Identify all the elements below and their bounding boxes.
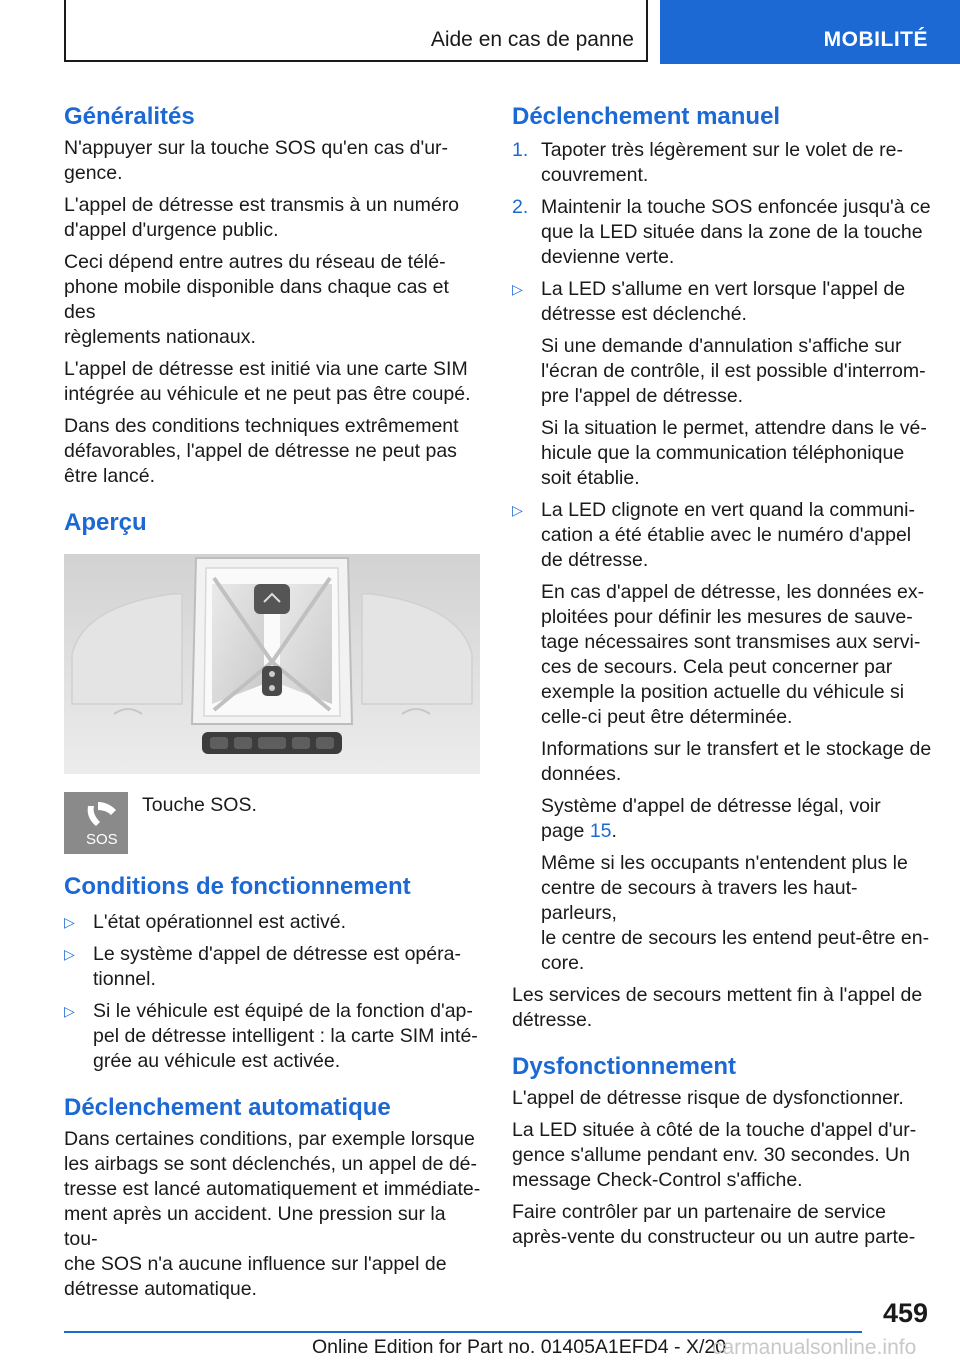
list-item: ▷ Si le véhicule est équipé de la fonction d'ap- pel de détresse intelligent : la carte SIM inté- grée au véhicule est activée. — [64, 1000, 478, 1072]
left-column — [64, 100, 482, 1302]
heading-dysfonctionnement: Dysfonctionnement — [512, 1053, 737, 1080]
paragraph: L'appel de détresse est transmis à un numéro d'appel d'urgence public. — [64, 194, 460, 241]
paragraph: La LED située à côté de la touche d'appel d'ur- gence s'allume pendant env. 30 secondes. Un message Check-Control s'affiche. — [512, 1119, 917, 1191]
sos-legend-label: Touche SOS. — [142, 794, 257, 816]
paragraph: Les services de secours mettent fin à l'appel de détresse. — [512, 984, 923, 1031]
overhead-console-photo — [64, 554, 480, 774]
paragraph: Faire contrôler par un partenaire de service après-vente du constructeur ou un autre parte- — [512, 1201, 916, 1248]
paragraph: N'appuyer sur la touche SOS qu'en cas d'ur- gence. — [64, 137, 449, 184]
steps-list — [512, 138, 932, 270]
heading-conditions: Conditions de fonctionnement — [64, 873, 411, 900]
triangle-bullet-icon: ▷ — [512, 281, 523, 297]
led-status-list — [512, 277, 932, 976]
footer-edition: Online Edition for Part no. 01405A1EFD4 - X/20 — [312, 1336, 727, 1358]
page-link[interactable]: 15 — [589, 820, 612, 842]
sos-legend — [64, 792, 482, 854]
right-column — [512, 100, 932, 1250]
header-chapter-tab — [660, 0, 960, 64]
heading-manuel: Déclenchement manuel — [512, 103, 781, 130]
triangle-bullet-icon: ▷ — [512, 502, 523, 518]
paragraph: L'appel de détresse risque de dysfonctionner. — [512, 1087, 904, 1109]
paragraph: Dans certaines conditions, par exemple lorsque les airbags se sont déclenchés, un appel de dé- tresse est lancé automatiquement et immédiate- ment après un accident. Une pression sur la tou- che SOS n'a aucune influence sur l'appel de détresse automatique. — [64, 1128, 481, 1300]
step-item: 2. Maintenir la touche SOS enfoncée jusqu'à ce que la LED située dans la zone de la touche devienne verte. — [512, 196, 931, 268]
triangle-bullet-icon: ▷ — [64, 946, 75, 962]
list-item: ▷ L'état opérationnel est activé. — [64, 911, 347, 933]
paragraph: Ceci dépend entre autres du réseau de télé- phone mobile disponible dans chaque cas et des règlements nationaux. — [64, 251, 449, 348]
conditions-list — [64, 910, 482, 1074]
header-chapter-title: MOBILITÉ — [823, 28, 928, 51]
paragraph: Dans des conditions techniques extrêmement défavorables, l'appel de détresse ne peut pas être lancé. — [64, 415, 459, 487]
svg-text:SOS: SOS — [86, 831, 118, 848]
paragraph: L'appel de détresse est initié via une carte SIM intégrée au véhicule et ne peut pas être coupé. — [64, 358, 471, 405]
step-item: 1. Tapoter très légèrement sur le volet de re- couvrement. — [512, 139, 904, 186]
heading-apercu: Aperçu — [64, 509, 147, 536]
sos-phone-icon — [64, 792, 128, 854]
footer-divider — [64, 1331, 862, 1333]
triangle-bullet-icon: ▷ — [64, 914, 75, 930]
heading-auto: Déclenchement automatique — [64, 1094, 391, 1121]
list-item: ▷ La LED clignote en vert quand la communi- cation a été établie avec le numéro d'appel de détresse. En cas d'appel de détresse, les données ex- ploitées pour définir les mesures de sauve- tage nécessaires sont transmises aux servi- ces de secours. Cela peut concerner par exemple la position actuelle du véhicule si celle-ci peut être déterminée. Informations sur le transfert et le stockage de données. Système d'appel de détresse légal, voir page 15. Même si les occupants n'entendent plus le centre de secours à travers les haut-parleurs, le centre de secours les entend peut-être en- core. — [512, 499, 932, 974]
header-section-title: Aide en cas de panne — [430, 28, 634, 51]
watermark: carmanualsonline.info — [712, 1336, 917, 1359]
list-item: ▷ La LED s'allume en vert lorsque l'appel de détresse est déclenché. Si une demande d'annulation s'affiche sur l'écran de contrôle, il est possible d'interrom- pre l'appel de détresse. Si la situation le permet, attendre dans le vé- hicule que la communication téléphonique soit établie. — [512, 278, 927, 489]
page-number: 459 — [882, 1298, 928, 1328]
list-item: ▷ Le système d'appel de détresse est opéra- tionnel. — [64, 943, 461, 990]
header-section-tab — [64, 0, 648, 62]
triangle-bullet-icon: ▷ — [64, 1003, 75, 1019]
heading-generalites: Généralités — [64, 103, 195, 130]
